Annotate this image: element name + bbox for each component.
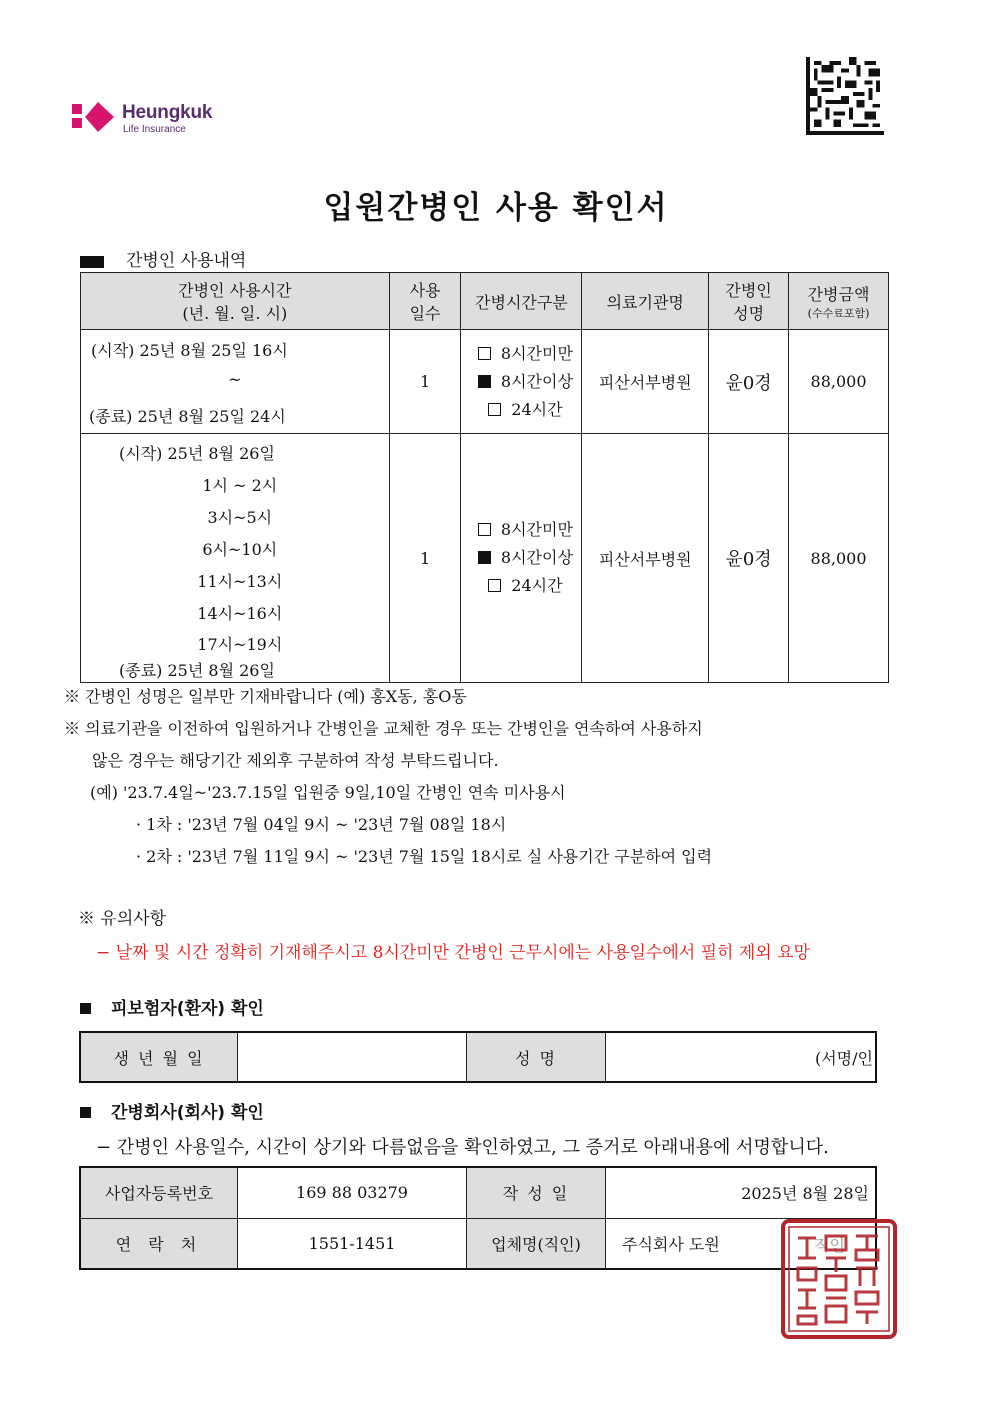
option-under-8h[interactable]: [469, 516, 581, 544]
header-hospital: 의료기관명: [582, 273, 709, 330]
header-days: [389, 273, 461, 330]
period-cell: [81, 330, 390, 434]
header-amount: [789, 273, 889, 330]
notes: [64, 681, 712, 873]
section-insured-label: 피보험자(환자) 확인: [111, 999, 264, 1019]
amount-cell: 88,000: [789, 434, 889, 683]
date-label: 작 성 일: [467, 1167, 606, 1218]
section-caregiver-usage: [80, 246, 246, 271]
note-line: (예) '23.7.4일~'23.7.15일 입원중 9일,10일 간병인 연속 미사용시: [90, 783, 566, 802]
birth-input[interactable]: [238, 1032, 467, 1082]
logo-subtitle: Life Insurance: [123, 124, 186, 135]
checkbox-empty-icon: [488, 403, 501, 416]
option-label: 24시간: [511, 576, 563, 595]
header-caregiver: [709, 273, 789, 330]
usage-table: [80, 272, 889, 683]
name-label: 성 명: [467, 1032, 606, 1082]
checkbox-empty-icon: [478, 523, 491, 536]
bullet-square-icon: [80, 1003, 91, 1014]
end-time: (종료) 25년 8월 25일 24시: [89, 407, 286, 426]
checkbox-empty-icon: [478, 347, 491, 360]
start-time: (시작) 25년 8월 26일: [119, 444, 275, 463]
company-logo: [72, 100, 242, 140]
caution-text: − 날짜 및 시간 정확히 기재해주시고 8시간미만 간병인 근무시에는 사용일수에서 필히 제외 요망: [96, 943, 810, 963]
header-amount-label: 간병금액: [807, 284, 870, 304]
period-cell: [81, 434, 390, 683]
header-days-label: 사용: [409, 281, 441, 300]
start-time: (시작) 25년 8월 25일 16시: [91, 341, 288, 360]
header-period: [81, 273, 390, 330]
signature-field[interactable]: [606, 1032, 877, 1082]
type-cell: [461, 330, 582, 434]
header-days-label2: 일수: [409, 304, 441, 323]
logo-mark-icon: [72, 100, 116, 134]
company-value: 주식회사 도원: [622, 1234, 720, 1254]
checkbox-checked-icon: [478, 375, 491, 388]
bullet-square-icon: [80, 1107, 91, 1118]
type-cell: [461, 434, 582, 683]
contact-value: 1551-1451: [238, 1218, 467, 1269]
checkbox-empty-icon: [488, 579, 501, 592]
option-under-8h[interactable]: [469, 340, 581, 368]
option-over-8h[interactable]: [469, 368, 581, 396]
company-seal-stamp: [780, 1218, 898, 1340]
contact-label: 연 락 처: [80, 1218, 238, 1269]
birth-label: 생 년 월 일: [80, 1032, 238, 1082]
days-cell: 1: [389, 434, 461, 683]
note-line: · 1차 : '23년 7월 04일 9시 ~ '23년 7월 08일 18시: [136, 815, 507, 834]
section-company-check: [80, 1098, 264, 1123]
logo-name: Heungkuk: [122, 102, 213, 123]
end-time: (종료) 25년 8월 26일: [119, 661, 275, 680]
amount-cell: 88,000: [789, 330, 889, 434]
note-line: · 2차 : '23년 7월 11일 9시 ~ '23년 7월 15일 18시로 실 사용기간 구분하여 입력: [136, 847, 713, 866]
table-header-row: [81, 273, 889, 330]
time-slot: 11시~13시: [197, 572, 283, 591]
time-slot: 14시~16시: [197, 604, 283, 623]
tilde: ~: [228, 370, 242, 389]
company-table: [79, 1166, 877, 1270]
option-24h[interactable]: [469, 572, 581, 600]
section-insured-check: [80, 994, 264, 1019]
checkbox-checked-icon: [478, 551, 491, 564]
document-title: 입원간병인 사용 확인서: [323, 190, 669, 226]
company-label: 업체명(직인): [467, 1218, 606, 1269]
qr-code-icon: [805, 57, 885, 135]
reg-value: 169 88 03279: [238, 1167, 467, 1218]
time-slot: 3시~5시: [207, 508, 273, 527]
header-caregiver-label2: 성명: [733, 304, 765, 323]
section-caregiver-usage-label: 간병인 사용내역: [126, 251, 247, 271]
days-cell: 1: [389, 330, 461, 434]
header-caregiver-label: 간병인: [725, 281, 772, 300]
option-label: 8시간미만: [500, 343, 573, 363]
note-line: ※ 간병인 성명은 일부만 기재바랍니다 (예) 홍X동, 홍O동: [64, 687, 467, 706]
caregiver-cell: 윤0경: [709, 330, 789, 434]
option-label: 8시간미만: [500, 520, 573, 539]
option-label: 24시간: [511, 399, 563, 419]
section-company-label: 간병회사(회사) 확인: [111, 1103, 264, 1123]
bullet-square-icon: [80, 256, 104, 268]
time-slot: 17시~19시: [197, 635, 283, 654]
time-slot: 1시 ~ 2시: [202, 476, 278, 495]
company-statement: − 간병인 사용일수, 시간이 상기와 다름없음을 확인하였고, 그 증거로 아래내용에 서명합니다.: [96, 1137, 829, 1158]
option-label: 8시간이상: [500, 548, 573, 567]
caution-title: ※ 유의사항: [78, 909, 167, 929]
company-seal-label: 직인: [814, 1235, 845, 1255]
date-value: 2025년 8월 28일: [606, 1167, 877, 1218]
header-period-label: 간병인 사용시간: [178, 281, 292, 300]
note-line: ※ 의료기관을 이전하여 입원하거나 간병인을 교체한 경우 또는 간병인을 연속하여 사용하지: [64, 719, 703, 738]
table-row: [81, 434, 889, 683]
header-type: 간병시간구분: [461, 273, 582, 330]
caregiver-cell: 윤0경: [709, 434, 789, 683]
option-label: 8시간이상: [500, 371, 573, 391]
header-amount-sub: (수수료포함): [807, 306, 870, 320]
hospital-cell: 피산서부병원: [582, 434, 709, 683]
header-period-sub: (년. 월. 일. 시): [182, 304, 288, 323]
reg-label: 사업자등록번호: [80, 1167, 238, 1218]
insured-table: [79, 1031, 877, 1083]
option-over-8h[interactable]: [469, 544, 581, 572]
option-24h[interactable]: [469, 396, 581, 424]
signature-hint: (서명/인: [814, 1048, 873, 1068]
note-line: 않은 경우는 해당기간 제외후 구분하여 작성 부탁드립니다.: [92, 751, 499, 770]
hospital-cell: 피산서부병원: [582, 330, 709, 434]
table-row: [81, 330, 889, 434]
time-slot: 6시~10시: [202, 540, 278, 559]
